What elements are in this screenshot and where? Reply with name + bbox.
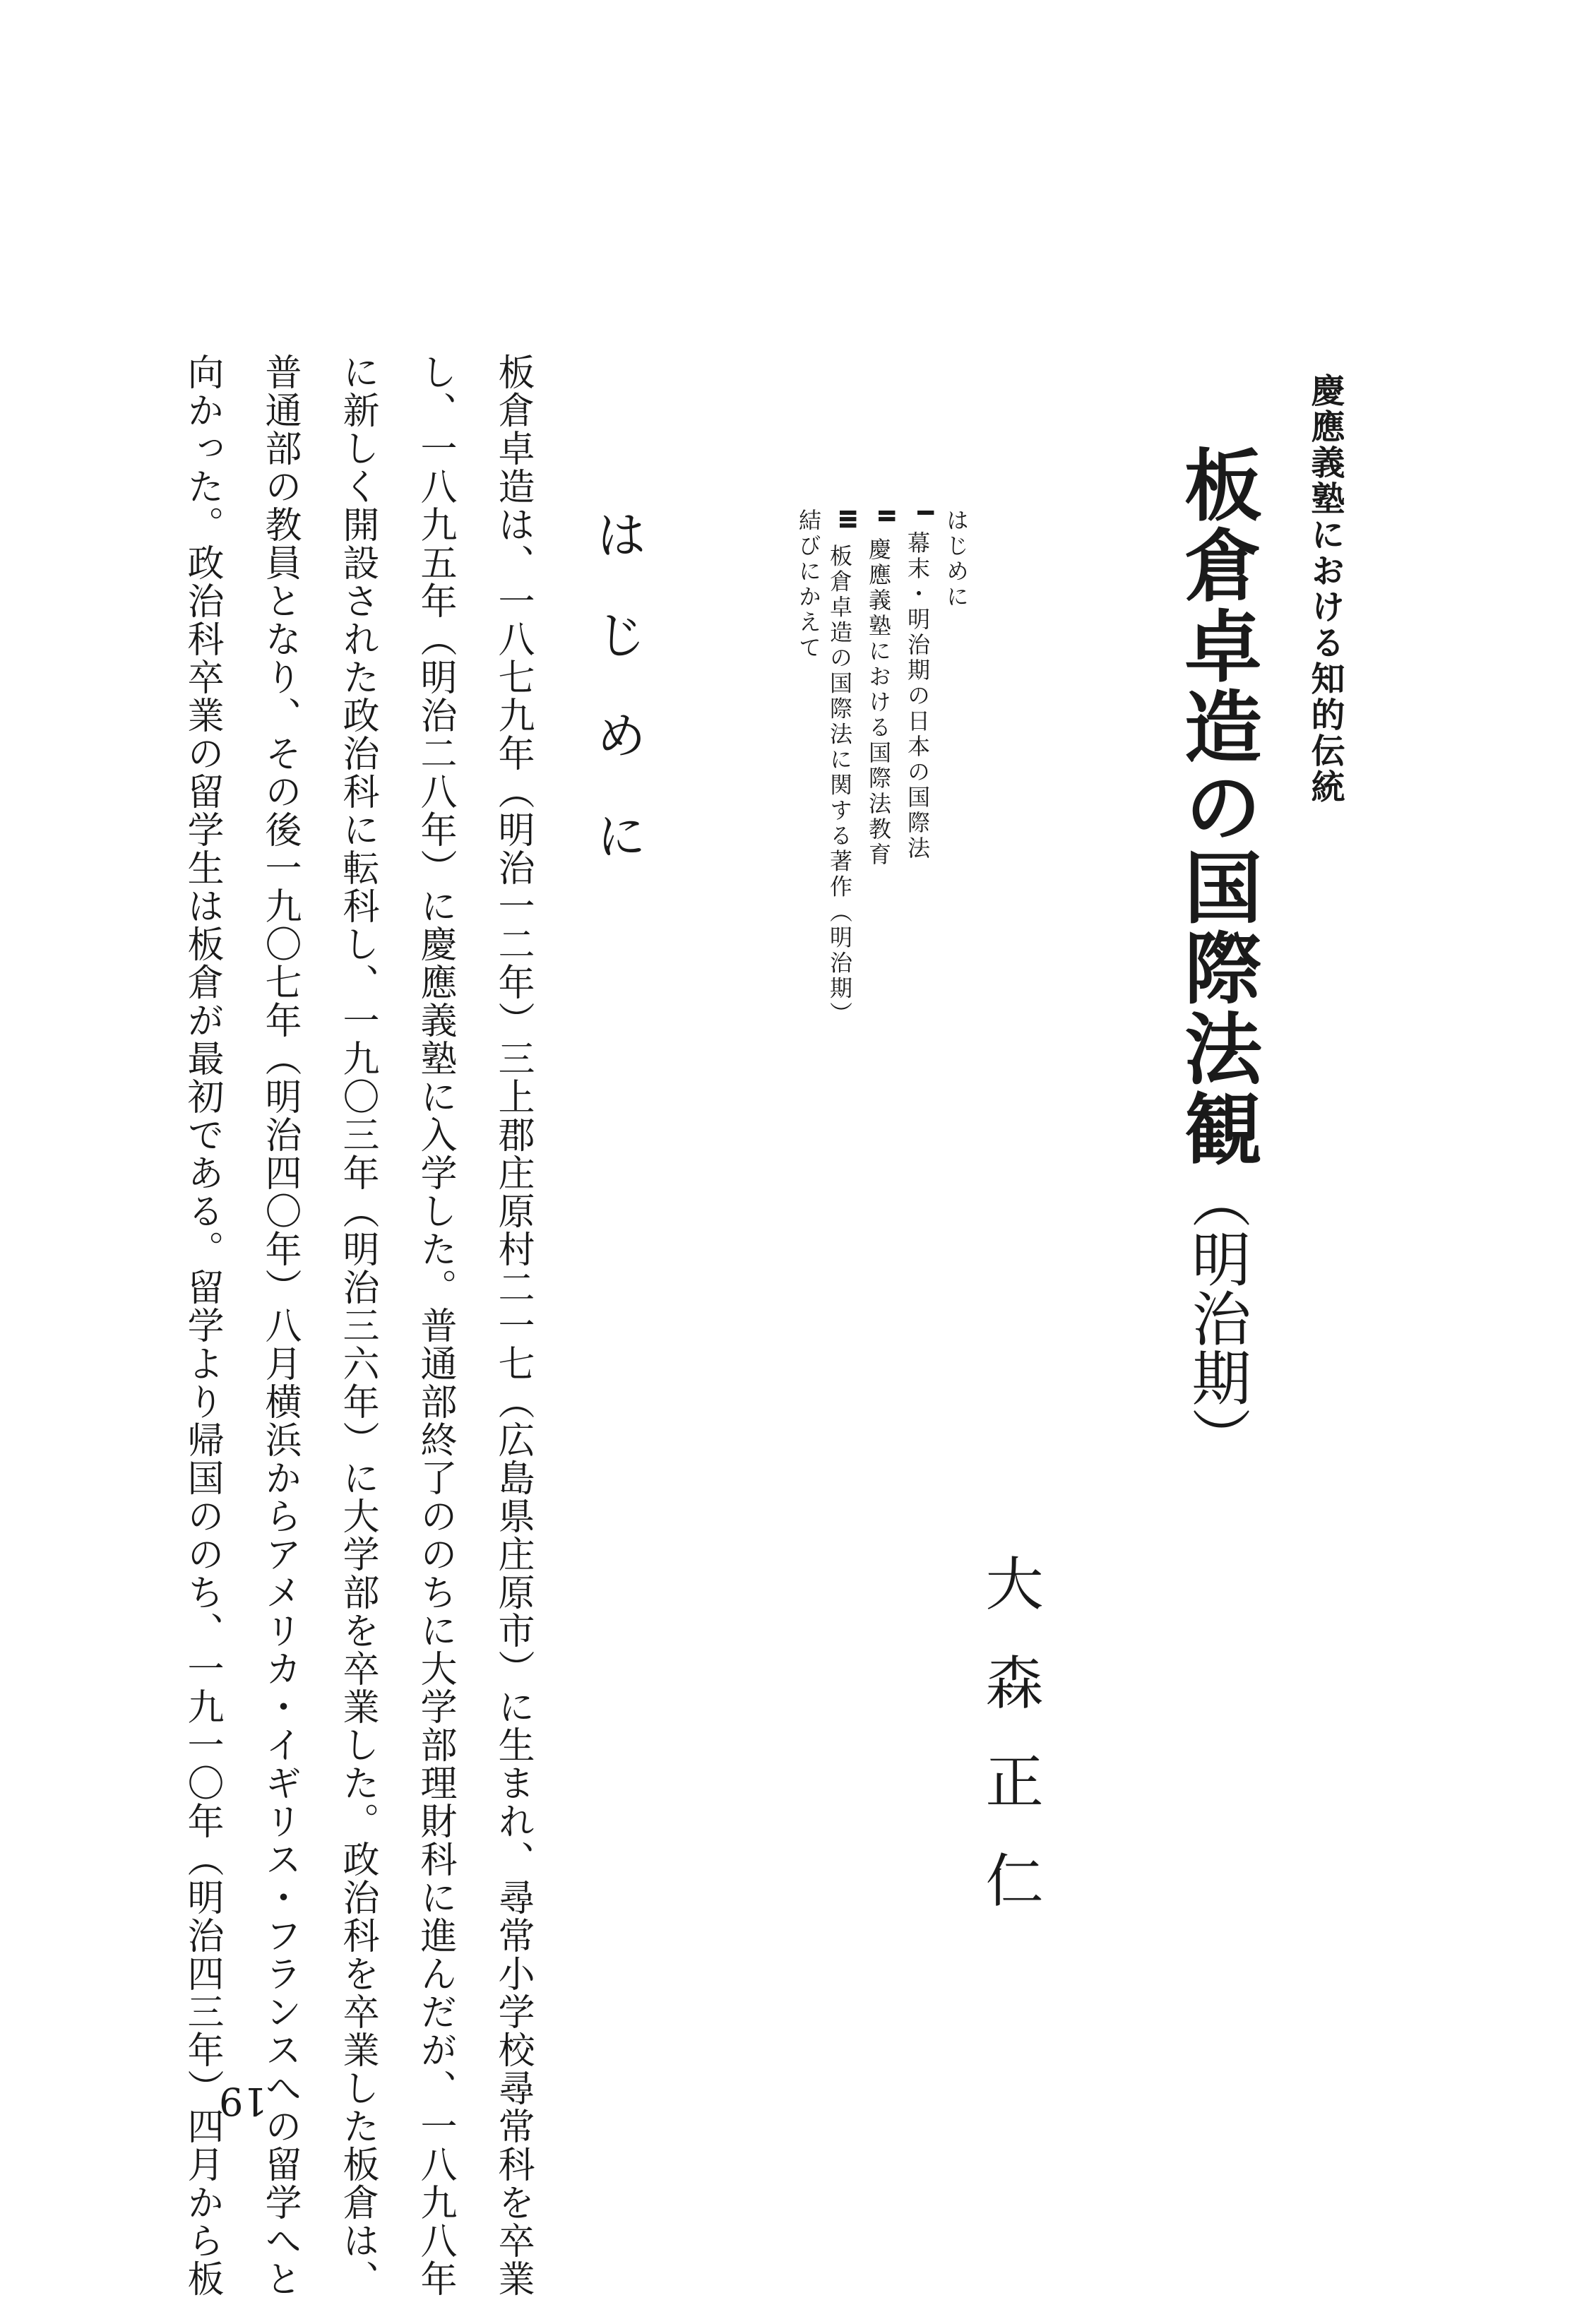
toc-item: 結びにかえて [795, 508, 822, 661]
toc-item: はじめに [943, 508, 970, 610]
section-heading: はじめに [588, 508, 647, 910]
body-line: 板倉卓造は、一八七九年（明治一二年）三上郡庄原村二一七（広島県庄原市）に生まれ、尋常小学校尋常科を卒業 [492, 353, 534, 2298]
series-title: 慶應義塾における知的伝統 [1305, 373, 1345, 805]
toc-item: Ⅰ幕末・明治期の日本の国際法 [904, 508, 939, 862]
toc-item: Ⅱ慶應義塾における国際法教育 [865, 508, 900, 869]
body-line: 向かった。政治科卒業の留学生は板倉が最初である。留学より帰国ののち、一九一〇年（明治四三年）四月から板 [181, 353, 223, 2298]
author-name: 大森正仁 [976, 1554, 1043, 1949]
body-line: し、一八九五年（明治二八年）に慶應義塾に入学した。普通部終了ののちに大学部理財科に進んだが、一八九八年 [414, 353, 456, 2298]
toc-item: Ⅲ板倉卓造の国際法に関する著作（明治期） [826, 508, 861, 1027]
article-title-sub: （明治期） [1182, 1169, 1251, 1466]
article-title-main: 板倉卓造の国際法観 [1172, 445, 1263, 1169]
page-number: 19 [219, 2079, 268, 2123]
table-of-contents [797, 508, 968, 1027]
body-text [181, 353, 534, 2298]
article-title [1172, 445, 1263, 1466]
body-line: に新しく開設された政治科に転科し、一九〇三年（明治三六年）に大学部を卒業した。政治科を卒業した板倉は、 [336, 353, 379, 2298]
body-line: 普通部の教員となり、その後一九〇七年（明治四〇年）八月横浜からアメリカ・イギリス・フランスへの留学へと [258, 353, 301, 2298]
